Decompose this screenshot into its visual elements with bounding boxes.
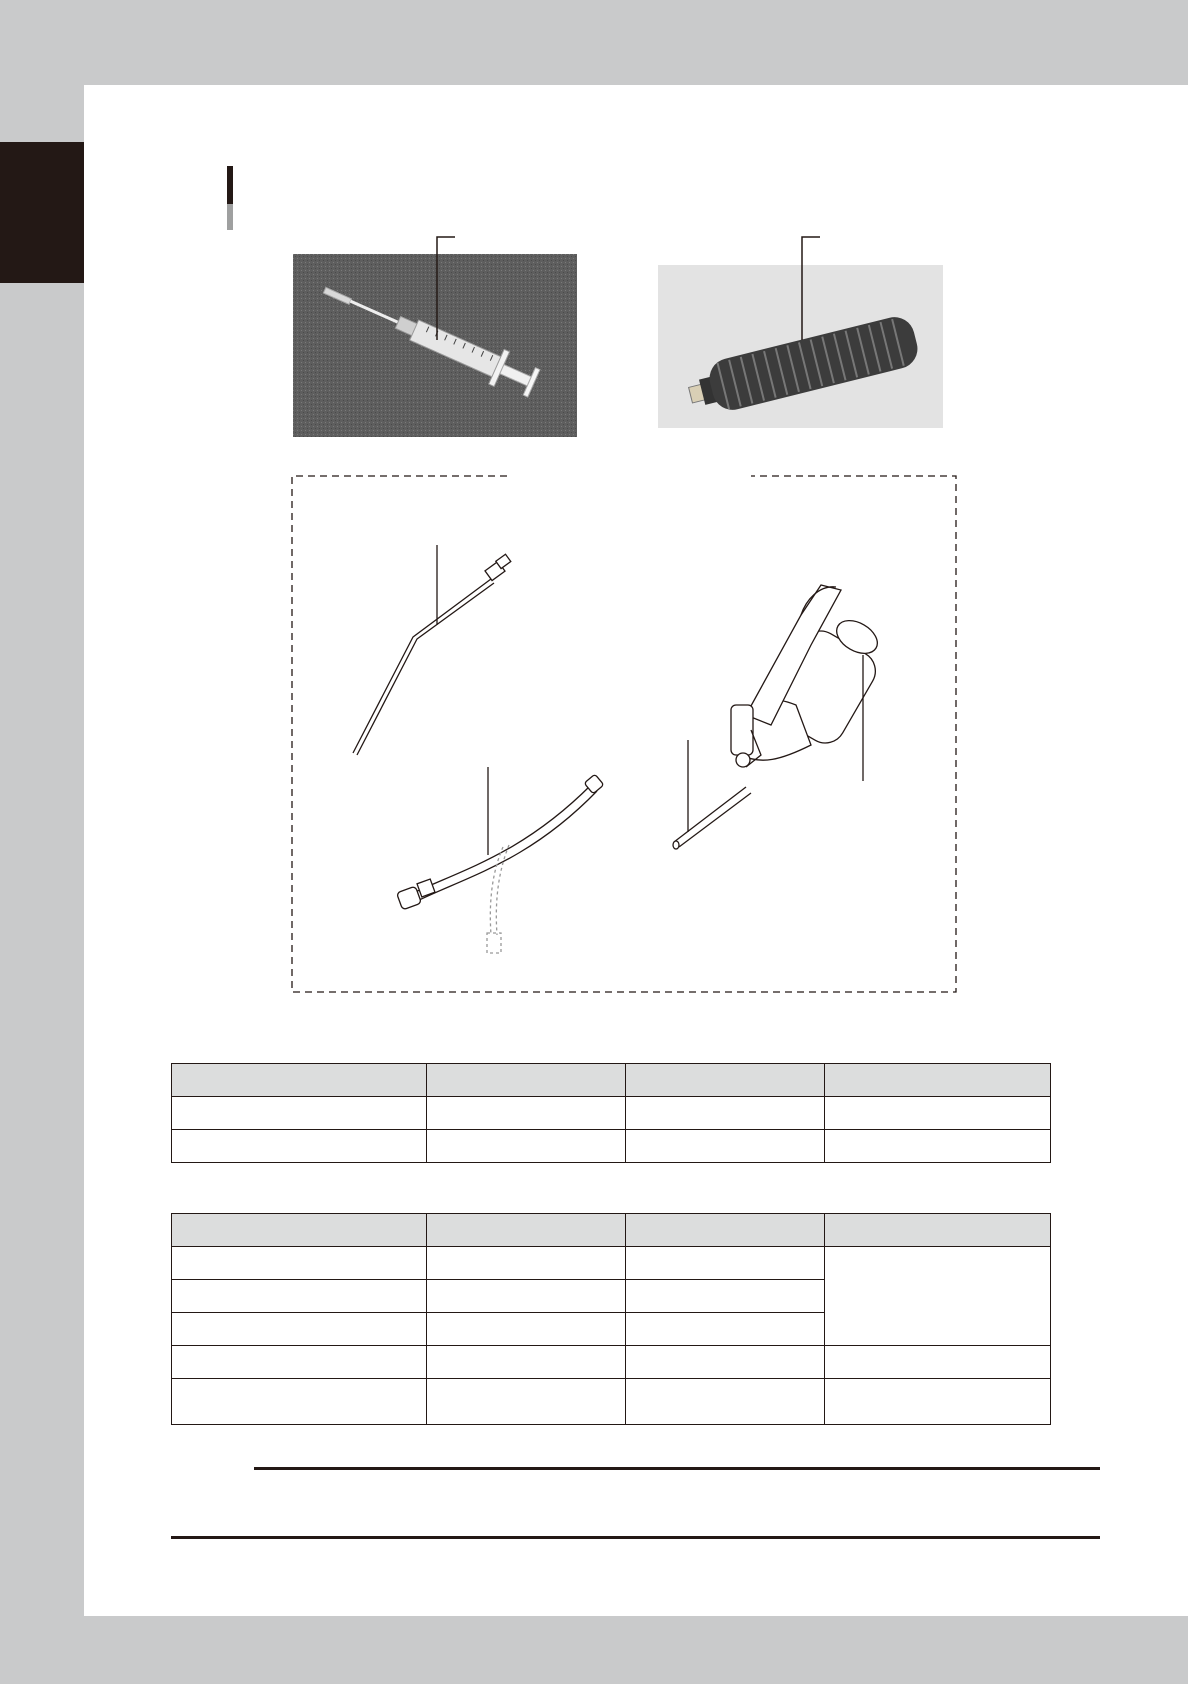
table-cell bbox=[172, 1379, 427, 1425]
table-header-cell bbox=[172, 1064, 427, 1097]
table-merged-cell bbox=[825, 1247, 1051, 1346]
table-header-cell bbox=[427, 1064, 626, 1097]
table-header-cell bbox=[626, 1064, 825, 1097]
note-top-rule bbox=[254, 1467, 1100, 1470]
table-header-row bbox=[172, 1214, 1051, 1247]
table-row bbox=[172, 1379, 1051, 1425]
table-row bbox=[172, 1097, 1051, 1130]
table-row bbox=[172, 1346, 1051, 1379]
table-cell bbox=[626, 1313, 825, 1346]
table-row bbox=[172, 1247, 1051, 1280]
table-cell bbox=[427, 1280, 626, 1313]
spec-table-2 bbox=[171, 1213, 1051, 1425]
table-cell bbox=[825, 1097, 1051, 1130]
table-header-cell bbox=[427, 1214, 626, 1247]
table-header-cell bbox=[626, 1214, 825, 1247]
table-cell bbox=[172, 1247, 427, 1280]
table-cell bbox=[172, 1313, 427, 1346]
section-tab bbox=[0, 142, 84, 283]
grease-tube-leader-line bbox=[795, 235, 825, 345]
table-cell bbox=[825, 1379, 1051, 1425]
table-cell bbox=[172, 1097, 427, 1130]
table-cell bbox=[626, 1247, 825, 1280]
syringe-leader-line bbox=[430, 235, 460, 345]
table-cell bbox=[427, 1097, 626, 1130]
note-bottom-rule bbox=[171, 1536, 1100, 1539]
table-cell bbox=[427, 1379, 626, 1425]
table-cell bbox=[825, 1130, 1051, 1163]
table-cell bbox=[626, 1346, 825, 1379]
grease-gun-kit-figure bbox=[291, 475, 957, 993]
spec-table-1 bbox=[171, 1063, 1051, 1163]
flexible-hose-drawing bbox=[397, 774, 604, 953]
table-cell bbox=[626, 1280, 825, 1313]
table-cell bbox=[172, 1130, 427, 1163]
table-cell bbox=[626, 1379, 825, 1425]
table-header-cell bbox=[825, 1064, 1051, 1097]
table-cell bbox=[427, 1247, 626, 1280]
table-row bbox=[172, 1130, 1051, 1163]
straight-nozzle-drawing bbox=[673, 787, 751, 849]
table-cell bbox=[427, 1130, 626, 1163]
table-cell bbox=[825, 1346, 1051, 1379]
table-cell bbox=[626, 1097, 825, 1130]
table-cell bbox=[427, 1313, 626, 1346]
table-cell bbox=[172, 1346, 427, 1379]
grease-gun-drawing bbox=[731, 585, 883, 767]
table-header-row bbox=[172, 1064, 1051, 1097]
table-cell bbox=[626, 1130, 825, 1163]
table-header-cell bbox=[172, 1214, 427, 1247]
bent-nozzle-pipe-drawing bbox=[353, 554, 511, 755]
table-header-cell bbox=[825, 1214, 1051, 1247]
table-cell bbox=[172, 1280, 427, 1313]
table-cell bbox=[427, 1346, 626, 1379]
heading-marker bbox=[227, 166, 233, 230]
